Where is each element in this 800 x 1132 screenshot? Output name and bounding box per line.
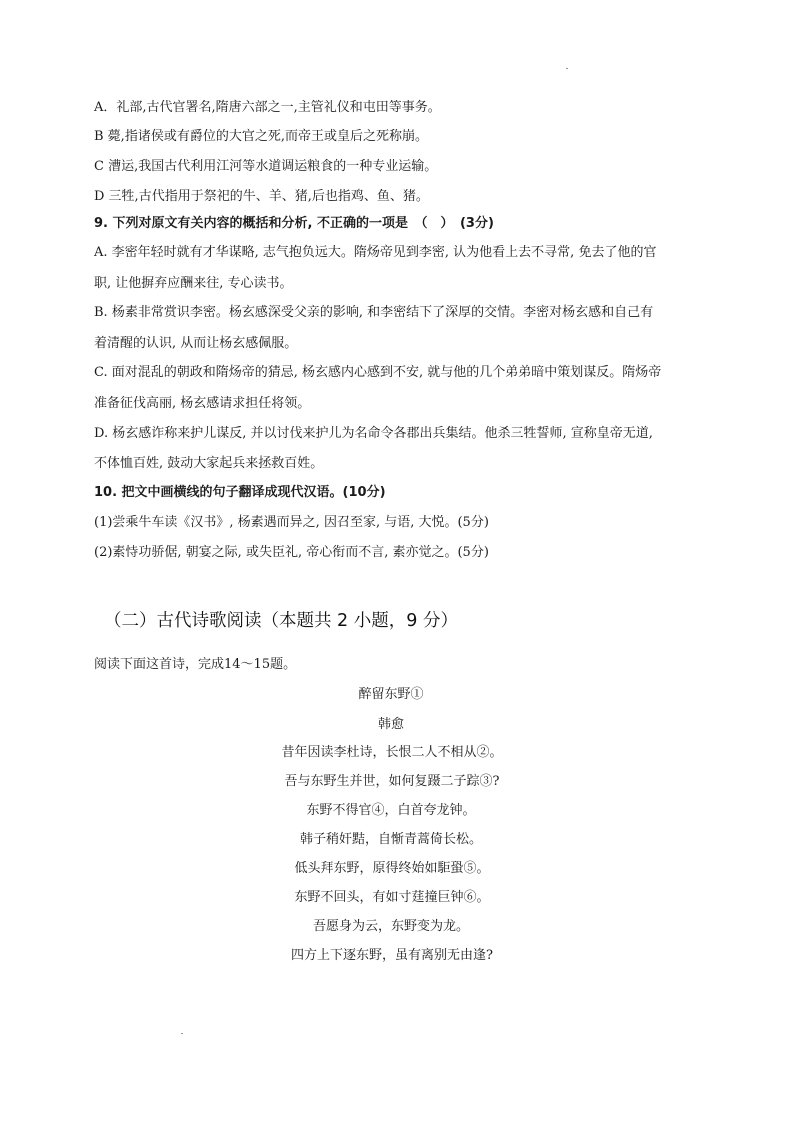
option-b-q8: B 薨,指诸侯或有爵位的大官之死,而帝王或皇后之死称崩。 xyxy=(94,129,428,144)
q9-line: A. 李密年轻时就有才华谋略, 志气抱负远大。隋炀帝见到李密, 认为他看上去不寻常, 免去了他的官 xyxy=(94,245,657,260)
poem-author: 韩愈 xyxy=(377,717,404,732)
section-instruction: 阅读下面这首诗，完成14～15题。 xyxy=(94,657,297,672)
poem-line: 低头拜东野，原得终始如駏蛩⑤。 xyxy=(294,861,490,876)
poem-line: 东野不得官④，白首夸龙钟。 xyxy=(306,803,476,818)
scan-mark xyxy=(181,1033,183,1034)
poem-line: 昔年因读李杜诗，长恨二人不相从②。 xyxy=(281,745,503,760)
q10-item: (1)尝乘牛车读《汉书》, 杨素遇而异之, 因召至家, 与语, 大悦。(5分) xyxy=(94,515,489,530)
poem-line: 吾愿身为云，东野变为龙。 xyxy=(312,919,469,934)
q9-line: 准备征伐高丽, 杨玄感请求担任将领。 xyxy=(94,396,311,411)
q9-line: 着清醒的认识, 从而让杨玄感佩服。 xyxy=(94,336,298,351)
q10-item: (2)素恃功骄倨, 朝宴之际, 或失臣礼, 帝心衔而不言, 素亦觉之。(5分) xyxy=(94,545,489,560)
poem-title: 醉留东野① xyxy=(358,687,424,702)
question-10-stem: 10. 把文中画横线的句子翻译成现代汉语。(10分) xyxy=(94,485,386,500)
section-title: （二）古代诗歌阅读（本题共 2 小题，9 分） xyxy=(104,611,458,631)
q9-line: D. 杨玄感诈称来护儿谋反, 并以讨伐来护儿为名命令各郡出兵集结。他杀三牲誓师, 宣称皇帝无道, xyxy=(94,426,653,441)
q9-line: C. 面对混乱的朝政和隋炀帝的猜忌, 杨玄感内心感到不安, 就与他的几个弟弟暗中策划谋反。隋炀帝 xyxy=(94,365,662,380)
poem-line: 韩子稍奸黠，自惭青蒿倚长松。 xyxy=(299,832,482,847)
option-a-q8: A．礼部,古代官署名,隋唐六部之一,主管礼仪和屯田等事务。 xyxy=(94,100,441,115)
option-c-q8: C 漕运,我国古代利用江河等水道调运粮食的一种专业运输。 xyxy=(94,159,438,174)
poem-line: 吾与东野生并世，如何复蹑二子踪③? xyxy=(284,774,500,789)
option-d-q8: D 三牲,古代指用于祭祀的牛、羊、猪,后也指鸡、鱼、猪。 xyxy=(94,189,429,204)
q9-line: 职, 让他摒弃应酬来往, 专心读书。 xyxy=(94,276,293,291)
q9-line: B. 杨素非常赏识李密。杨玄感深受父亲的影响, 和李密结下了深厚的交情。李密对杨玄感和自己有 xyxy=(94,305,654,320)
q9-line: 不体恤百姓, 鼓动大家起兵来拯救百姓。 xyxy=(94,456,324,471)
question-9-stem: 9. 下列对原文有关内容的概括和分析, 不正确的一项是 （ ） (3分) xyxy=(94,216,494,231)
scan-mark xyxy=(566,68,568,69)
poem-line: 四方上下逐东野，虽有离别无由逢? xyxy=(291,948,493,963)
poem-line: 东野不回头，有如寸莛撞巨钟⑥。 xyxy=(294,890,490,905)
